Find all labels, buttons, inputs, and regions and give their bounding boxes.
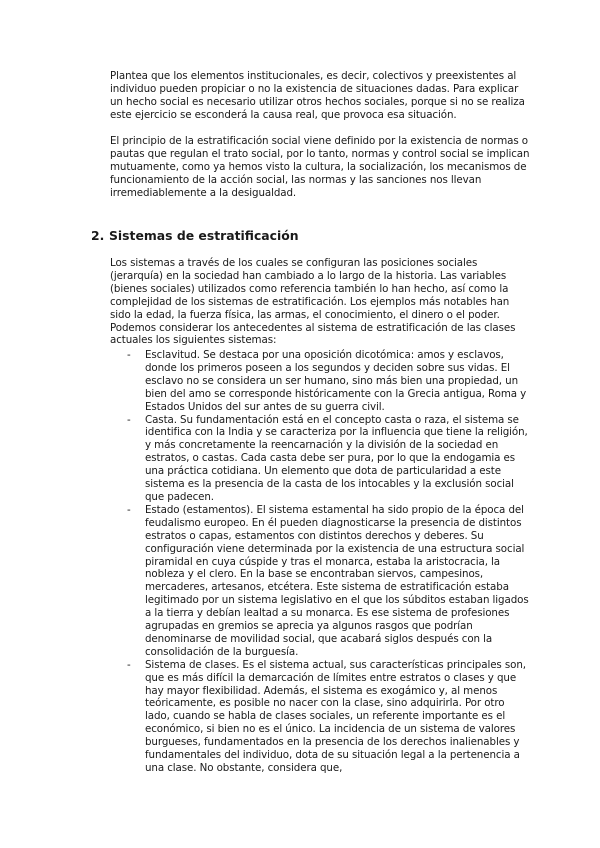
list-item-text: Sistema de clases. Es el sistema actual, sus características principales son, que es más difícil la demarcación de límites entre estratos o clases y que hay mayor flexibilidad. Además, el sistema es exogámico y, al menos teóricamente, es posible no nacer con la clase, sino adquirirla. Por otro lado, cuando se habla de clases sociales, un referente importante es el económico, si bien no es el único. La incidencia de un sistema de valores burgueses, fundamentados en la presencia de los derechos inalienables y fundamentales del individuo, dota de su situación legal a la pertenencia a una clase. No obstante, considera que,	[145, 658, 526, 774]
list-dash: -	[127, 413, 131, 426]
list-item-estado	[127, 504, 531, 659]
list-dash: -	[127, 503, 131, 516]
list-item-text: Esclavitud. Se destaca por una oposición dicotómica: amos y esclavos, donde los primeros poseen a los segundos y deciden sobre sus vidas. El esclavo no se considera un ser humano, sino más bien una propiedad, un bien del amo se corresponde históricamente con la Grecia antigua, Roma y Estados Unidos del sur antes de su guerra civil.	[145, 349, 527, 413]
list-dash: -	[127, 658, 131, 671]
stratification-systems-list	[127, 349, 531, 775]
list-item-text: Casta. Su fundamentación está en el concepto casta o raza, el sistema se identifica con la India y se caracteriza por la influencia que tiene la religión, y más concretamente la reencarnación y la división de la sociedad en estratos, o castas. Cada casta debe ser pura, por lo que la endogamia es una práctica cotidiana. Un elemento que dota de particularidad a este sistema es la presencia de la casta de los intocables y la exclusión social que padecen.	[145, 413, 528, 503]
list-item-esclavitud	[127, 349, 531, 414]
section-title: Sistemas de estratificación	[109, 228, 299, 243]
paragraph-stratification-principle: El principio de la estratificación social viene definido por la existencia de normas o pautas que regulan el trato social, por lo tanto, normas y control social se implican mutuamente, como ya hemos visto la cultura, la socialización, los mecanismos de funcionamiento de la acción social, las normas y las sanciones nos llevan irremediablemente a la desigualdad.	[110, 135, 530, 199]
list-item-sistema-de-clases	[127, 659, 531, 775]
paragraph-institutional-elements: Plantea que los elementos institucionales, es decir, colectivos y preexistentes al individuo pueden propiciar o no la existencia de situaciones dadas. Para explicar un hecho social es necesario utilizar otros hechos sociales, porque si no se realiza este ejercicio se esconderá la causa real, que provoca esa situación.	[110, 70, 525, 121]
section-number: 2.	[91, 228, 105, 243]
section-heading	[91, 228, 299, 243]
list-item-casta	[127, 414, 531, 504]
list-dash: -	[127, 349, 131, 361]
list-item-text: Estado (estamentos). El sistema estamental ha sido propio de la época del feudalismo europeo. En él pueden diagnosticarse la presencia de distintos estratos o capas, estamentos con distintos derechos y deberes. Su configuración viene determinada por la existencia de una estructura social piramidal en cuya cúspide y tras el monarca, estaba la aristocracia, la nobleza y el clero. En la base se encontraban siervos, campesinos, mercaderes, artesanos, etcétera. Este sistema de estratificación estaba legitimado por un sistema legislativo en el que los súbditos estaban ligados a la tierra y debían lealtad a su monarca. Es ese sistema de profesiones agrupadas en gremios se aprecia ya algunos rasgos que podrían denominarse de movilidad social, que acabará siglos después con la consolidación de la burguesía.	[145, 503, 529, 658]
paragraph-systems-intro: Los sistemas a través de los cuales se configuran las posiciones sociales (jerarquía) en la sociedad han cambiado a lo largo de la historia. Las variables (bienes sociales) utilizados como referencia también lo han hecho, así como la complejidad de los sistemas de estratificación. Los ejemplos más notables han sido la edad, la fuerza física, las armas, el conocimiento, el dinero o el poder. Podemos considerar los antecedentes al sistema de estratificación de las clases actuales los siguientes sistemas:	[110, 257, 516, 347]
